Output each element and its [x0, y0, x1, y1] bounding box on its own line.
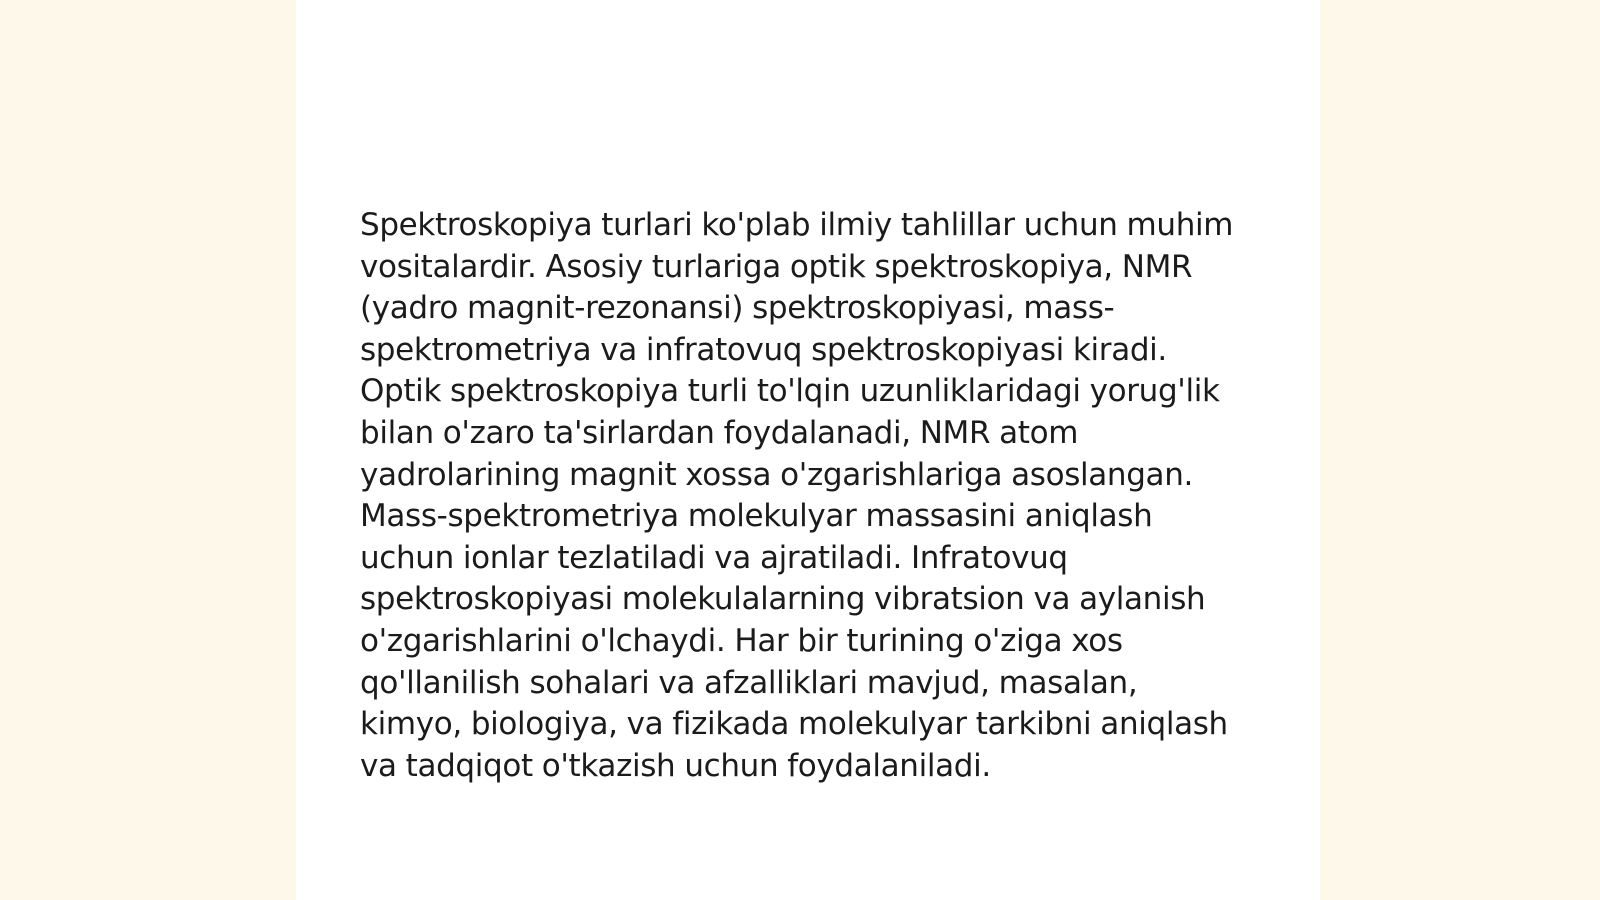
body-paragraph: Spektroskopiya turlari ko'plab ilmiy tahlillar uchun muhim vositalardir. Asosiy turlariga optik spektroskopiya, NMR (yadro magnit-rezonansi) spektroskopiyasi, mass-spektrometriya va infratovuq spektroskopiyasi kiradi. Optik spektroskopiya turli to'lqin uzunliklaridagi yorug'lik bilan o'zaro ta'sirlardan foydalanadi, NMR atom yadrolarining magnit xossa o'zgarishlariga asoslangan. Mass-spektrometriya molekulyar massasini aniqlash uchun ionlar tezlatiladi va ajratiladi. Infratovuq spektroskopiyasi molekulalarning vibratsion va aylanish o'zgarishlarini o'lchaydi. Har bir turining o'ziga xos qo'llanilish sohalari va afzalliklari mavjud, masalan, kimyo, biologiya, va fizikada molekulyar tarkibni aniqlash va tadqiqot o'tkazish uchun foydalaniladi.	[360, 207, 1234, 784]
document-page	[296, 0, 1320, 900]
